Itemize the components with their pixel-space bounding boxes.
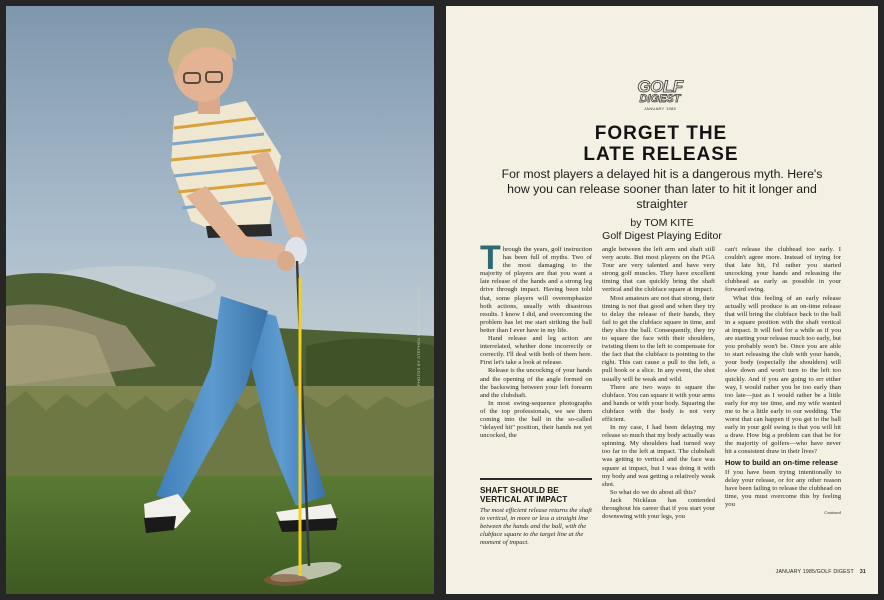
byline-author: by TOM KITE: [630, 217, 694, 229]
article-page: [446, 6, 878, 594]
paragraph: angle between the left arm and shaft still very acute. But most players on the PGA Tour are very talented and have very strong golf muscles. They have excellent timing that can quickly bring the shaft vertical and the clubface square at impact.: [602, 246, 715, 294]
continued-label: Continued: [824, 510, 841, 516]
paragraph: Through the years, golf instruction has been full of myths. Two of the most damaging to the majority of players are that you want a late release of the hands and a strong leg drive through impact. Having been told that, some players will overemphasize both actions, usually with disastrous results. I know I did, and overcoming the problem has let me start striking the ball better than I ever have in my life.: [480, 239, 592, 334]
photo-page: [6, 6, 434, 594]
headline-line-1: FORGET THE: [594, 123, 728, 144]
paragraph: Release is the uncocking of your hands and the opening of the angle formed on the backswing between your left forearm and the clubshaft.: [480, 367, 592, 399]
sidebar-rule: [480, 478, 592, 480]
paragraph: can't release the clubhead too early. I couldn't agree more. Instead of trying for that late hit, I'd rather you started uncocking your hands and releasing the clubhead as early as possible in your forward swing.: [725, 246, 841, 294]
sidebar-title: SHAFT SHOULD BE VERTICAL AT IMPACT: [480, 485, 568, 504]
deck: For most players a delayed hit is a dangerous myth. Here's how you can release sooner than later to hit it longer and straighter: [501, 167, 823, 211]
paragraph: Hand release and leg action are interrelated, whether done incorrectly or correctly. I'll deal with both of them here. First let's take a look at release.: [480, 335, 592, 367]
folio-label: JANUARY 1985/GOLF DIGEST: [775, 569, 854, 575]
byline: [546, 217, 778, 243]
sidebar-caption: [480, 478, 592, 547]
masthead-logo-golf: GOLF: [637, 77, 683, 96]
golfer-photo: [6, 6, 434, 594]
paragraph: Most amateurs are not that strong, their timing is not that good and when they try to delay the release of their hands, they fail to get the clubface square in time, and they slice the ball. Consequently, they try to square the face with their shoulders, twisting them to the left to compensate for the fact that the clubface is pointing to the right. This can cause a pull to the left, a pull hook or a slice. In any event, the shot usually will be weak and wild.: [602, 294, 715, 383]
photo-credit: PHOTOS BY STEPHEN SZURLEJ/GOLF DIGEST: [416, 284, 421, 386]
page-number: 31: [859, 569, 866, 575]
paragraph: In most swing-sequence photographs of the top professionals, we see them coming into the ball in the so-called "delayed hit" position, their hands not yet uncocked, the: [480, 399, 592, 440]
subhead: How to build an on-time release: [725, 458, 838, 468]
paragraph: What this feeling of an early release actually will produce is an on-time release that will bring the clubface back to the ball in a square position with the shaft vertical at impact. It will feel for a while as if you are starting your release much too early, but you probably won't be. Once you are able to start releasing the club with your hands, your body (especially the shoulders) will slow down and won't turn to the left too quickly. And if you are going to err either way, I would rather you be too early than too late—just as I would rather be a little early for my tee time, and my wife wanted me to be a little early to our wedding. The worst that can happen if you get to the ball early in your golf swing is that you will hit a draw. How big a problem can that be for the majority of golfers—who have never hit a consistent draw in their lives?: [725, 294, 841, 456]
headline: [486, 123, 836, 165]
body-column-3: [725, 246, 841, 518]
headline-line-2: LATE RELEASE: [583, 144, 739, 165]
body-column-2: [602, 246, 715, 521]
paragraph: There are two ways to square the clubface. You can square it with your arms and hands or with your body. Squaring the clubface with the body is not very efficient.: [602, 383, 715, 423]
masthead-logo-digest: DIGEST: [639, 93, 681, 105]
paragraph: So what do we do about all this?: [610, 488, 696, 496]
byline-title: Golf Digest Playing Editor: [602, 230, 722, 242]
paragraph: If you have been trying intentionally to delay your release, or for any other reason have been failing to release the clubhead on time, you must overcome this by feeling you: [725, 468, 841, 509]
drop-cap: T: [480, 239, 501, 277]
sidebar-body: The most efficient release returns the shaft to vertical, in more or less a straight line between the hands and the ball, with the clubface square to the target line at the moment of impact.: [480, 507, 592, 547]
masthead-issue-date: JANUARY 1985: [643, 106, 677, 111]
masthead: [632, 77, 688, 111]
folio: [746, 569, 866, 575]
body-column-1: [480, 239, 592, 440]
paragraph: In my case, I had been delaying my release so much that my body actually was spinning. My shoulders had turned way too far to the left at impact. The clubshaft was getting to vertical and the face was square at impact, but I was doing it with my body and was getting a relatively weak shot.: [602, 424, 715, 488]
paragraph: Jack Nicklaus has contended throughout his career that if you start your downswing with your legs, you: [602, 496, 715, 521]
